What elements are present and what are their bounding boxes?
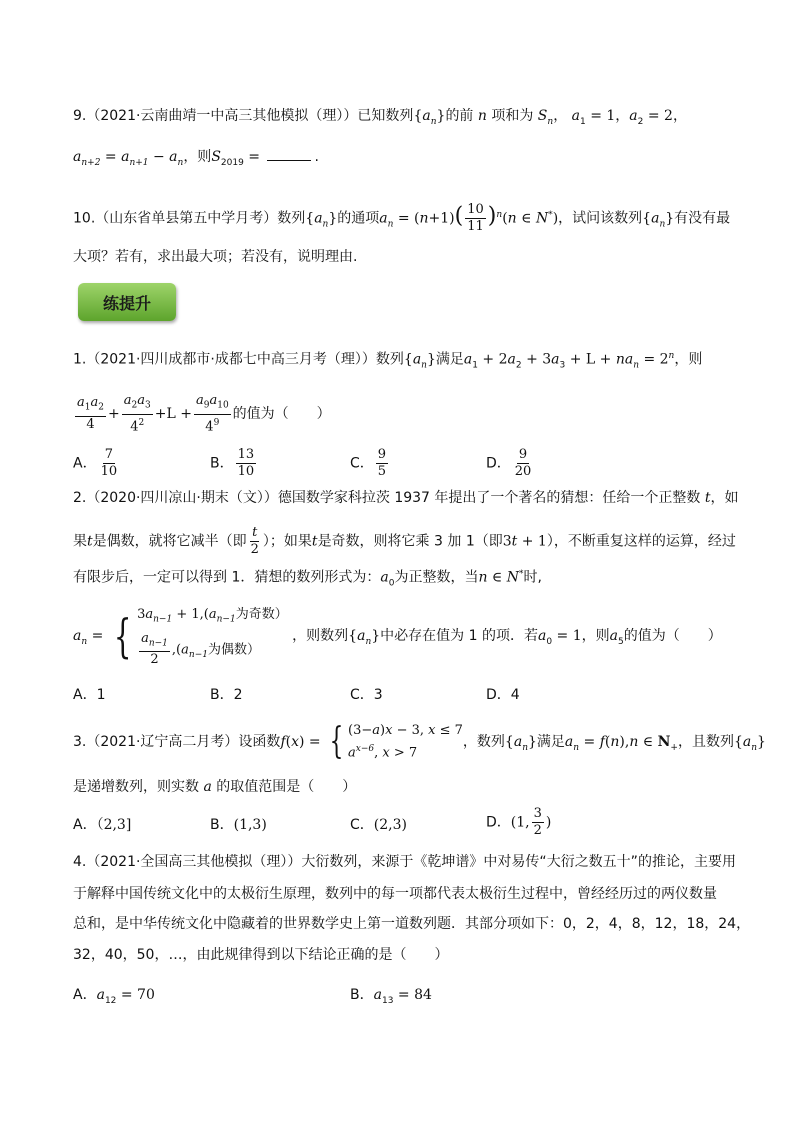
p2-line2: 果t是偶数，就将它减半（即 $\frac{t}{2}$ ）；如果t是奇数，则将它乘 3 加 1（即3t + 1），不断重复这样的运算，经过 <box>73 525 736 557</box>
p4-line4: 32，40，50，…，由此规律得到以下结论正确的是（ ） <box>73 947 449 963</box>
p1-line1: 1.（2021·四川成都市·成都七中高三月考（理））数列$\{a_n\}$满足$a_1 + 2a_2 + 3a_3 + L + na_n = 2^n$，则 <box>73 351 703 371</box>
p1-option-c[interactable]: C． $\frac{9}{5}$ <box>350 447 387 479</box>
p1-option-d[interactable]: D． $\frac{9}{20}$ <box>486 447 532 479</box>
p2-option-a[interactable]: A．1 <box>73 687 106 703</box>
p4-line3: 总和，是中华传统文化中隐藏着的世界数学史上第一道数列题．其部分项如下：0，2，4，8，12，18，24， <box>73 916 751 932</box>
answer-blank <box>267 148 311 161</box>
p3-line2: 是递增数列，则实数 a 的取值范围是（ ） <box>73 779 357 795</box>
p3-line1: 3.（2021·辽宁高二月考）设函数f(x) = { (3−a)x − 3, x ≤ 7 $a^{x-6}$, x > 7 ，数列$\{a_n\}$满足$a_n = f(n),n$ ∈ $N_+$，且数列$\{a_n\}$ <box>73 721 766 762</box>
p2-option-d[interactable]: D．4 <box>486 687 520 703</box>
q10-line1: 10.（山东省单县第五中学月考）数列$\{a_n\}$的通项$a_n = (n+1)$( $\frac{10}{11}$ )$^n$(n ∈ N*)，试问该数列$\{a_n\}$有没有最 <box>73 202 731 234</box>
p2-line3: 有限步后，一定可以得到 1．猜想的数列形式为：$a_0$为正整数，当n ∈ N*时, <box>73 569 542 589</box>
p3-option-a[interactable]: A．（2,3] <box>73 817 132 833</box>
section-label-button: 练提升 <box>78 283 176 321</box>
q9-text: 9.（2021·云南曲靖一中高三其他模拟（理））已知数列 <box>73 108 414 124</box>
p2-cases-line: $a_n$ = { $3a_{n-1} + 1,(a_{n-1}$为奇数） $\frac{a_{n-1}}{2}$ $,(a_{n-1}$为偶数） ，则数列$\{a_n\}$中必存在值为 1 的项．若$a_0 = 1$，则$a_5$的值为（ ） <box>73 607 722 668</box>
p4-option-a[interactable]: A．$a_{12} = 70$ <box>73 987 155 1006</box>
p4-line1: 4.（2021·全国高三其他模拟（理））大衍数列，来源于《乾坤谱》中对易传“大衍之数五十”的推论，主要用 <box>73 854 736 870</box>
q9-line1: 9.（2021·云南曲靖一中高三其他模拟（理））已知数列$\{a_n\}$的前 n 项和为 $S_n$， $a_1 = 1$，$a_2 = 2$， <box>73 108 687 127</box>
p3-option-d[interactable]: D．(1, $\frac{3}{2}$ ) <box>486 806 552 838</box>
p1-option-b[interactable]: B． $\frac{13}{10}$ <box>210 447 255 479</box>
p1-line2: $\frac{a_1a_2}{4}$ + $\frac{a_2a_3}{4^2}$ +L + $\frac{a_9a_{10}}{4^9}$ 的值为（ ） <box>77 393 331 434</box>
p4-line2: 于解释中国传统文化中的太极衍生原理，数列中的每一项都代表太极衍生过程中，曾经经历过的两仪数量 <box>73 886 717 902</box>
p2-line1: 2.（2020·四川凉山·期末（文））德国数学家科拉茨 1937 年提出了一个著名的猜想：任给一个正整数 t，如 <box>73 490 739 506</box>
p1-option-a[interactable]: A． $\frac{7}{10}$ <box>73 447 118 479</box>
p4-option-b[interactable]: B．$a_{13} = 84$ <box>350 987 432 1006</box>
p3-option-c[interactable]: C．(2,3) <box>350 817 407 833</box>
p2-option-c[interactable]: C．3 <box>350 687 383 703</box>
p3-option-b[interactable]: B．(1,3) <box>210 817 267 833</box>
q9-line2: $a_{n+2} = a_{n+1} - a_n$，则$S_{2019}$ = . <box>73 149 319 168</box>
p2-option-b[interactable]: B．2 <box>210 687 243 703</box>
q10-line2: 大项？若有，求出最大项；若没有，说明理由. <box>73 249 358 265</box>
